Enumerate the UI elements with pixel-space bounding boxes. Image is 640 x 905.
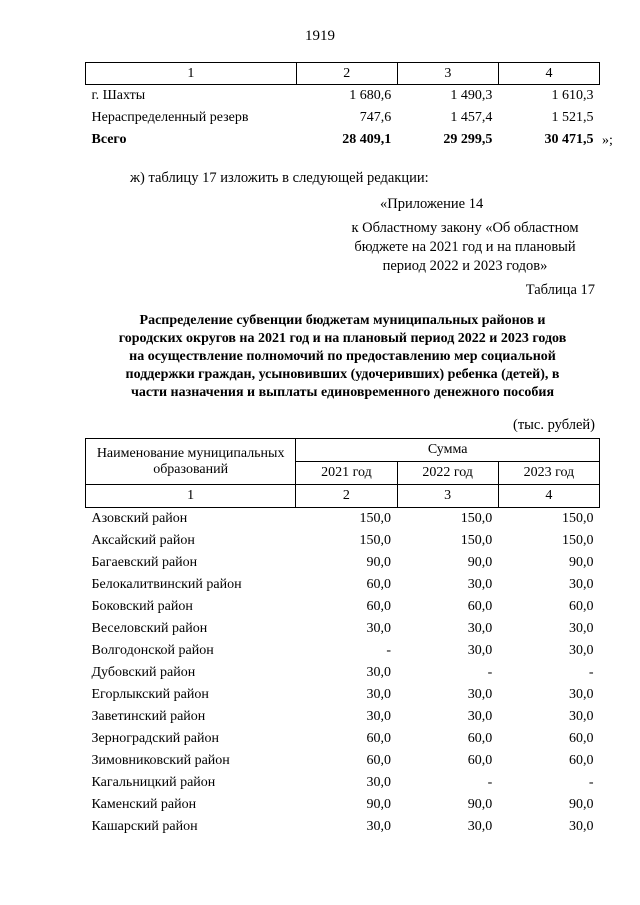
row-name: Кашарский район: [91, 819, 198, 834]
row-name: Заветинский район: [91, 709, 206, 724]
table-row: [86, 662, 600, 684]
value-2022: -: [487, 775, 493, 790]
total-closing-mark: »;: [602, 133, 613, 148]
value-2021: 30,0: [366, 775, 392, 790]
column-number-row: [86, 485, 600, 508]
subvention-table: [85, 438, 600, 838]
table-number: Таблица 17: [525, 282, 595, 298]
value-2022: 1 490,3: [450, 88, 493, 103]
col-number-3: 3: [397, 63, 498, 85]
value-2021: 90,0: [366, 797, 392, 812]
table-row: [86, 728, 600, 750]
title-line: части назначения и выплаты единовременного денежного пособия: [130, 385, 555, 400]
value-2023: 60,0: [569, 731, 594, 746]
value-2021: 90,0: [366, 555, 392, 570]
table-title: [85, 312, 600, 402]
value-2021: 30,0: [366, 709, 392, 724]
value-2021: 150,0: [359, 533, 392, 548]
total-2022: 29 299,5: [443, 132, 493, 147]
value-2021: -: [386, 643, 392, 658]
table-row: [86, 530, 600, 552]
value-2021: 30,0: [366, 621, 392, 636]
value-2021: 60,0: [366, 731, 392, 746]
table-header-row: [86, 63, 600, 85]
col-name-header: Наименование муниципальных образований: [86, 439, 296, 485]
value-2022: 60,0: [467, 599, 493, 614]
value-2022: 30,0: [467, 819, 493, 834]
table-row: [86, 640, 600, 662]
value-2022: 30,0: [467, 687, 493, 702]
table-row: [86, 750, 600, 772]
table-row: [86, 794, 600, 816]
row-name: Аксайский район: [91, 533, 195, 548]
appendix-title: «Приложение 14: [380, 196, 484, 212]
value-2022: 60,0: [467, 753, 493, 768]
value-2022: 30,0: [467, 621, 493, 636]
value-2022: 30,0: [467, 709, 493, 724]
value-2022: 150,0: [460, 533, 493, 548]
value-2023: 1 610,3: [551, 88, 594, 103]
table-row: [86, 684, 600, 706]
table-row: [86, 552, 600, 574]
row-name: Волгодонской район: [91, 643, 214, 658]
appendix-reference: [335, 219, 595, 276]
units-label: (тыс. рублей): [513, 417, 595, 433]
row-name: Кагальницкий район: [91, 775, 216, 790]
value-2023: 150,0: [562, 533, 594, 548]
table-row: [86, 85, 600, 108]
table-row: [86, 772, 600, 794]
value-2021: 30,0: [366, 665, 392, 680]
table-row: [86, 508, 600, 531]
row-name: Веселовский район: [91, 621, 208, 636]
value-2021: 60,0: [366, 599, 392, 614]
col-number-4: 4: [498, 63, 599, 85]
appendix-line: бюджете на 2021 год и на плановый: [354, 239, 576, 255]
value-2023: 30,0: [569, 819, 594, 834]
value-2023: 60,0: [569, 599, 594, 614]
table-row: [86, 574, 600, 596]
row-name: Дубовский район: [91, 665, 196, 680]
appendix-line: к Областному закону «Об областном: [351, 220, 579, 236]
col-number-1: 1: [86, 485, 296, 508]
value-2023: 30,0: [569, 621, 594, 636]
value-2023: 30,0: [569, 577, 594, 592]
amendment-instruction: ж) таблицу 17 изложить в следующей редакции:: [130, 170, 429, 186]
row-name: г. Шахты: [91, 88, 146, 103]
value-2023: -: [588, 775, 594, 790]
row-name: Каменский район: [91, 797, 197, 812]
title-line: городских округов на 2021 год и на плановый период 2022 и 2023 годов: [118, 331, 567, 346]
row-name: Белокалитвинский район: [91, 577, 242, 592]
title-line: на осуществление полномочий по предоставлению мер социальной: [129, 349, 556, 364]
table-header-row: [86, 439, 600, 462]
value-2023: 30,0: [569, 709, 594, 724]
total-2023: 30 471,5: [544, 132, 594, 147]
value-2021: 30,0: [366, 819, 392, 834]
year-header-2023: 2023 год: [498, 462, 599, 485]
appendix-line: период 2022 и 2023 годов»: [382, 258, 548, 274]
table-row: [86, 618, 600, 640]
table-row: [86, 816, 600, 838]
value-2023: 90,0: [569, 555, 594, 570]
value-2023: 30,0: [569, 643, 594, 658]
year-header-2022: 2022 год: [397, 462, 498, 485]
title-line: Распределение субвенции бюджетам муниципальных районов и: [139, 313, 546, 328]
col-number-1: 1: [86, 63, 297, 85]
col-number-2: 2: [296, 485, 397, 508]
value-2022: -: [487, 665, 493, 680]
value-2022: 90,0: [467, 797, 493, 812]
col-number-2: 2: [296, 63, 397, 85]
previous-table-fragment: [85, 62, 600, 151]
col-number-3: 3: [397, 485, 498, 508]
value-2023: 30,0: [569, 687, 594, 702]
value-2022: 150,0: [460, 511, 493, 526]
value-2022: 90,0: [467, 555, 493, 570]
table-row: [86, 107, 600, 129]
table-row: [86, 706, 600, 728]
value-2023: 90,0: [569, 797, 594, 812]
value-2021: 60,0: [366, 577, 392, 592]
value-2022: 60,0: [467, 731, 493, 746]
value-2021: 30,0: [366, 687, 392, 702]
total-label: Всего: [91, 132, 127, 147]
value-2021: 1 680,6: [349, 88, 392, 103]
value-2021: 747,6: [359, 110, 392, 125]
value-2023: 60,0: [569, 753, 594, 768]
total-2021: 28 409,1: [342, 132, 392, 147]
row-name: Боковский район: [91, 599, 193, 614]
table-body: [86, 508, 600, 839]
sum-header: Сумма: [296, 439, 600, 462]
row-name: Зерноградский район: [91, 731, 219, 746]
total-row: [86, 129, 600, 151]
page-number: 1919: [305, 28, 335, 44]
row-name: Егорлыкский район: [91, 687, 209, 702]
value-2023: 150,0: [562, 511, 594, 526]
value-2022: 30,0: [467, 643, 493, 658]
year-header-2021: 2021 год: [296, 462, 397, 485]
row-name: Багаевский район: [91, 555, 198, 570]
value-2021: 60,0: [366, 753, 392, 768]
value-2021: 150,0: [359, 511, 392, 526]
row-name: Нераспределенный резерв: [91, 110, 249, 125]
row-name: Азовский район: [91, 511, 188, 526]
title-line: поддержки граждан, усыновивших (удочеривших) ребенка (детей), в: [125, 367, 560, 382]
value-2022: 1 457,4: [450, 110, 493, 125]
col-number-4: 4: [498, 485, 599, 508]
row-name: Зимовниковский район: [91, 753, 230, 768]
value-2023: 1 521,5: [551, 110, 594, 125]
value-2022: 30,0: [467, 577, 493, 592]
table-row: [86, 596, 600, 618]
value-2023: -: [588, 665, 594, 680]
